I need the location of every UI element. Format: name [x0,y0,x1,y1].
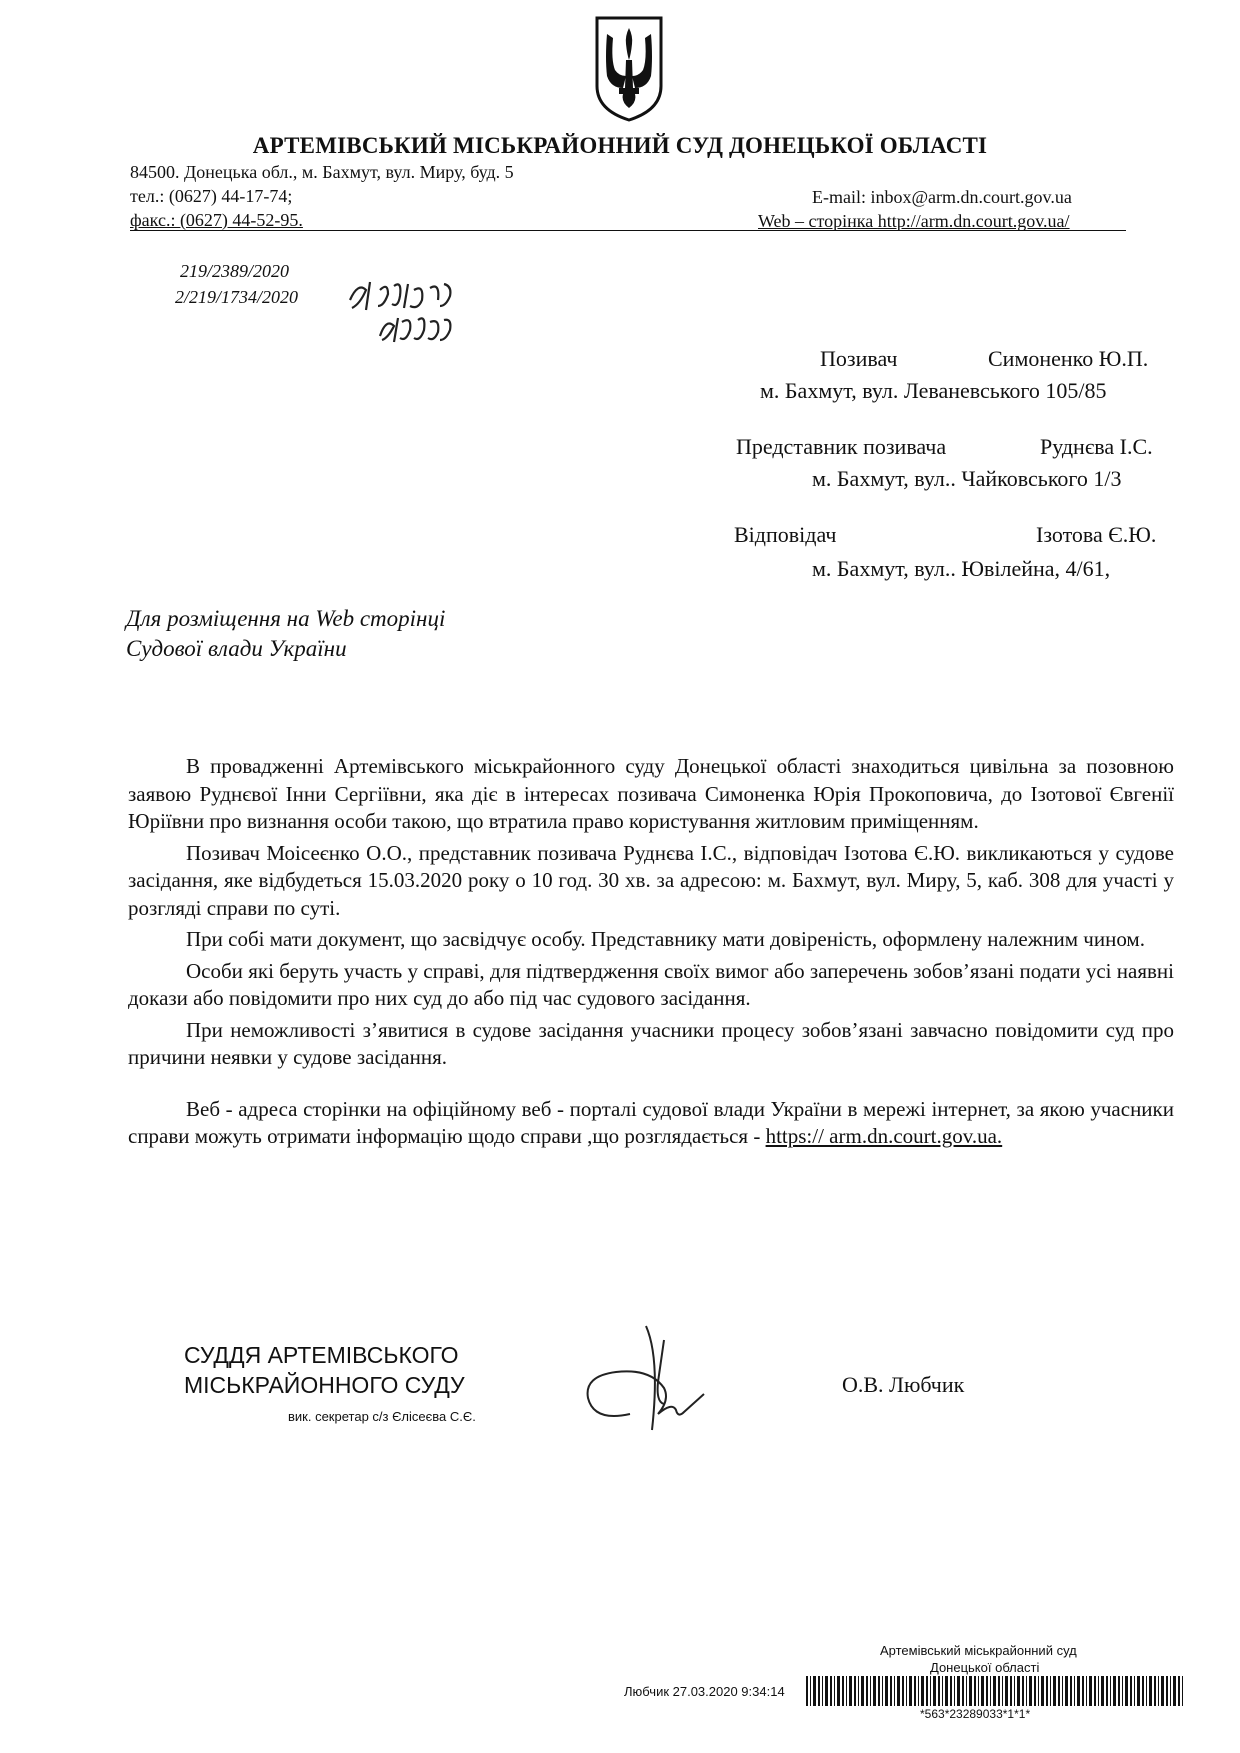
stamp-user-time: Любчик 27.03.2020 9:34:14 [624,1684,785,1699]
web-note-line2: Судової влади України [126,636,347,661]
court-name: АРТЕМІВСЬКИЙ МІСЬКРАЙОННИЙ СУД ДОНЕЦЬКОЇ ОБЛАСТІ [252,133,988,158]
paragraph-evidence: Особи які беруть участь у справі, для підтвердження своїх вимог або заперечень зобов’язані подати усі наявні докази або повідомити про них суд до або під час судового засідання. [128,958,1174,1010]
registration-number-1: 219/2389/2020 [180,261,290,281]
website-text: Веб - адреса сторінки на офіційному веб - порталі судової влади України в мережі інтернет, за якою учасники справи можуть отримати інформацію щодо справи ,що розглядається - [128,1096,1174,1148]
court-phone: тел.: (0627) 44-17-74; [130,186,293,206]
notice-body [128,753,1174,1155]
court-web: Web – сторінка http://arm.dn.court.gov.ua/ [758,211,1070,231]
plaintiff-name: Симоненко Ю.П. [988,346,1149,371]
judge-title-line2: МІСЬКРАЙОННОГО СУДУ [184,1372,465,1398]
representative-address: м. Бахмут, вул.. Чайковського 1/3 [812,466,1122,491]
plaintiff-address: м. Бахмут, вул. Леваневського 105/85 [760,378,1107,403]
paragraph-documents: При собі мати документ, що засвідчує особу. Представнику мати довіреність, оформлену належним чином. [186,927,1145,951]
web-note-line1: Для розміщення на Web сторінці [126,606,446,631]
plaintiff-label: Позивач [820,346,898,371]
barcode [806,1676,1184,1706]
secretary-line: вик. секретар с/з Єлісеєва С.Є. [288,1409,476,1424]
paragraph-absence: При неможливості з’явитися в судове засідання учасники процесу зобов’язані завчасно повідомити суд про причини неявки у судове засідання. [128,1017,1174,1069]
handwritten-registration [340,260,520,350]
website-link[interactable]: https:// arm.dn.court.gov.ua. [765,1124,1003,1148]
barcode-text: *563*23289033*1*1* [920,1707,1031,1721]
stamp-court-line1: Артемівський міськрайонний суд [880,1643,1077,1658]
judge-title-line1: СУДДЯ АРТЕМІВСЬКОГО [184,1342,459,1368]
judge-signature [580,1318,710,1438]
paragraph-proceedings: В провадженні Артемівського міськрайонного суду Донецької області знаходиться цивільна за позовною заявою Руднєвої Інни Сергіївни, яка діє в інтересах позивача Симоненка Юрія Прокоповича, до Ізотової Євгенії Юріївни про визнання особи такою, що втратила право користування житловим приміщенням. [128,754,1174,833]
court-fax: факс.: (0627) 44-52-95. [130,210,303,230]
defendant-address: м. Бахмут, вул.. Ювілейна, 4/61, [812,556,1111,581]
registration-number-2: 2/219/1734/2020 [175,287,299,307]
court-email: E-mail: inbox@arm.dn.court.gov.ua [812,187,1072,207]
court-address: 84500. Донецька обл., м. Бахмут, вул. Миру, буд. 5 [130,162,514,182]
paragraph-website [128,1096,1174,1151]
representative-name: Руднєва І.С. [1040,434,1153,459]
defendant-name: Ізотова Є.Ю. [1036,522,1157,547]
representative-label: Представник позивача [736,434,947,459]
coat-of-arms-icon [593,14,665,124]
defendant-label: Відповідач [734,522,837,547]
paragraph-summons: Позивач Моісеєнко О.О., представник позивача Руднєва І.С., відповідач Ізотова Є.Ю. викликаються у судове засідання, яке відбудеться 15.03.2020 року о 10 год. 30 хв. за адресою: м. Бахмут, вул. Миру, 5, каб. 308 для участі у розгляді справи по суті. [128,840,1174,920]
stamp-court-line2: Донецької області [930,1660,1040,1675]
judge-name: О.В. Любчик [842,1372,965,1397]
